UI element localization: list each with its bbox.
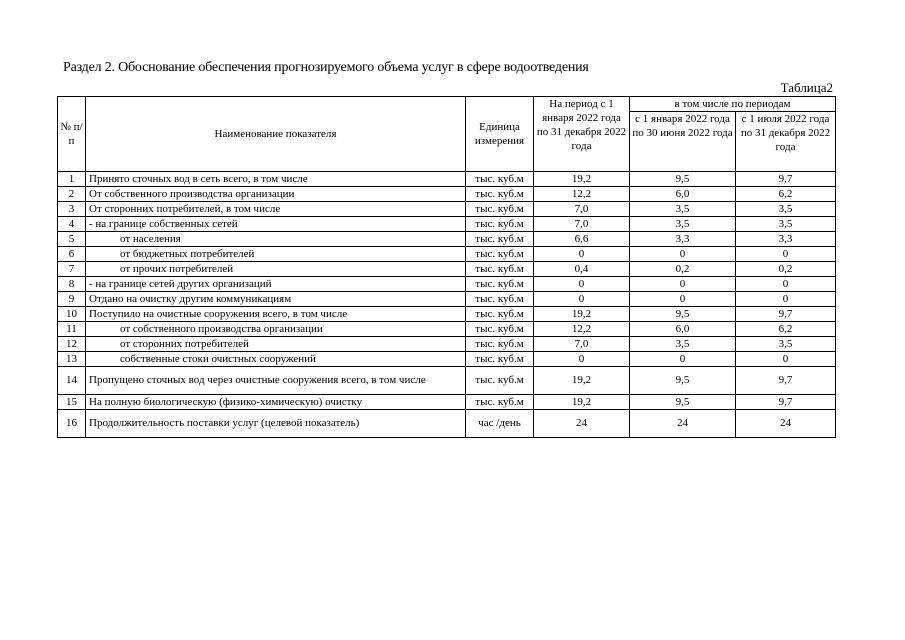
row-total: 6,6 xyxy=(534,232,630,247)
row-num: 1 xyxy=(58,172,86,187)
row-total: 12,2 xyxy=(534,187,630,202)
row-period-1: 0 xyxy=(630,352,736,367)
row-unit: тыс. куб.м xyxy=(466,232,534,247)
row-name: От собственного производства организации xyxy=(86,187,466,202)
table-label: Таблица2 xyxy=(780,80,833,95)
table-row xyxy=(58,172,836,187)
row-period-1: 6,0 xyxy=(630,187,736,202)
row-name: от сторонних потребителей xyxy=(86,337,466,352)
table-row xyxy=(58,232,836,247)
row-total: 19,2 xyxy=(534,307,630,322)
row-total: 12,2 xyxy=(534,322,630,337)
row-period-1: 0,2 xyxy=(630,262,736,277)
row-unit: тыс. куб.м xyxy=(466,292,534,307)
row-period-1: 3,5 xyxy=(630,202,736,217)
row-period-2: 3,5 xyxy=(736,202,836,217)
row-total: 24 xyxy=(534,410,630,438)
row-unit: тыс. куб.м xyxy=(466,247,534,262)
table-row xyxy=(58,337,836,352)
row-period-2: 0 xyxy=(736,247,836,262)
row-unit: тыс. куб.м xyxy=(466,217,534,232)
row-num: 14 xyxy=(58,367,86,395)
table-row xyxy=(58,410,836,438)
row-num: 4 xyxy=(58,217,86,232)
row-period-1: 0 xyxy=(630,292,736,307)
row-period-1: 0 xyxy=(630,277,736,292)
row-period-1: 6,0 xyxy=(630,322,736,337)
row-period-2: 24 xyxy=(736,410,836,438)
row-name: от бюджетных потребителей xyxy=(86,247,466,262)
row-period-2: 9,7 xyxy=(736,307,836,322)
row-name: от населения xyxy=(86,232,466,247)
row-unit: тыс. куб.м xyxy=(466,172,534,187)
table-row xyxy=(58,322,836,337)
row-num: 9 xyxy=(58,292,86,307)
row-num: 13 xyxy=(58,352,86,367)
row-period-2: 0,2 xyxy=(736,262,836,277)
row-total: 7,0 xyxy=(534,217,630,232)
row-unit: тыс. куб.м xyxy=(466,322,534,337)
row-period-2: 0 xyxy=(736,352,836,367)
row-unit: тыс. куб.м xyxy=(466,187,534,202)
row-period-1: 9,5 xyxy=(630,395,736,410)
table-row xyxy=(58,217,836,232)
row-total: 19,2 xyxy=(534,367,630,395)
row-total: 7,0 xyxy=(534,337,630,352)
header-period-2: с 1 июля 2022 года по 31 декабря 2022 года xyxy=(736,112,836,172)
row-total: 0 xyxy=(534,292,630,307)
row-period-2: 3,5 xyxy=(736,337,836,352)
table-row xyxy=(58,292,836,307)
header-period-group: в том числе по периодам xyxy=(630,97,836,112)
table-row xyxy=(58,395,836,410)
row-period-2: 0 xyxy=(736,292,836,307)
row-num: 11 xyxy=(58,322,86,337)
table-row xyxy=(58,367,836,395)
table-row xyxy=(58,247,836,262)
header-total-period: На период с 1 января 2022 года по 31 декабря 2022 года xyxy=(534,97,630,172)
table-row xyxy=(58,262,836,277)
row-period-2: 9,7 xyxy=(736,395,836,410)
table-row xyxy=(58,202,836,217)
header-num: № п/п xyxy=(58,97,86,172)
row-total: 0 xyxy=(534,352,630,367)
row-total: 0 xyxy=(534,247,630,262)
row-name: Отдано на очистку другим коммуникациям xyxy=(86,292,466,307)
row-name: от собственного производства организации xyxy=(86,322,466,337)
row-period-1: 9,5 xyxy=(630,367,736,395)
row-period-1: 3,5 xyxy=(630,337,736,352)
row-unit: час /день xyxy=(466,410,534,438)
row-period-2: 6,2 xyxy=(736,187,836,202)
row-total: 0,4 xyxy=(534,262,630,277)
row-num: 12 xyxy=(58,337,86,352)
table-row xyxy=(58,352,836,367)
row-unit: тыс. куб.м xyxy=(466,277,534,292)
row-total: 0 xyxy=(534,277,630,292)
row-unit: тыс. куб.м xyxy=(466,307,534,322)
row-num: 7 xyxy=(58,262,86,277)
row-total: 19,2 xyxy=(534,395,630,410)
row-period-1: 9,5 xyxy=(630,307,736,322)
row-total: 19,2 xyxy=(534,172,630,187)
row-num: 16 xyxy=(58,410,86,438)
row-name: На полную биологическую (физико-химическую) очистку xyxy=(86,395,466,410)
row-name: собственные стоки очистных сооружений xyxy=(86,352,466,367)
row-period-2: 9,7 xyxy=(736,172,836,187)
row-unit: тыс. куб.м xyxy=(466,202,534,217)
row-unit: тыс. куб.м xyxy=(466,395,534,410)
row-name: - на границе собственных сетей xyxy=(86,217,466,232)
row-period-2: 0 xyxy=(736,277,836,292)
row-num: 15 xyxy=(58,395,86,410)
row-unit: тыс. куб.м xyxy=(466,337,534,352)
row-name: Поступило на очистные сооружения всего, в том числе xyxy=(86,307,466,322)
table-row xyxy=(58,307,836,322)
header-unit: Единица измерения xyxy=(466,97,534,172)
header-period-1: с 1 января 2022 года по 30 июня 2022 года xyxy=(630,112,736,172)
row-period-1: 9,5 xyxy=(630,172,736,187)
row-name: - на границе сетей других организаций xyxy=(86,277,466,292)
row-name: От сторонних потребителей, в том числе xyxy=(86,202,466,217)
row-total: 7,0 xyxy=(534,202,630,217)
row-period-2: 9,7 xyxy=(736,367,836,395)
row-name: Продолжительность поставки услуг (целевой показатель) xyxy=(86,410,466,438)
row-unit: тыс. куб.м xyxy=(466,367,534,395)
row-num: 2 xyxy=(58,187,86,202)
section-title: Раздел 2. Обоснование обеспечения прогнозируемого объема услуг в сфере водоотведения xyxy=(63,60,589,75)
row-num: 3 xyxy=(58,202,86,217)
row-name: Принято сточных вод в сеть всего, в том числе xyxy=(86,172,466,187)
row-unit: тыс. куб.м xyxy=(466,352,534,367)
header-name: Наименование показателя xyxy=(86,97,466,172)
row-name: от прочих потребителей xyxy=(86,262,466,277)
row-num: 10 xyxy=(58,307,86,322)
row-name: Пропущено сточных вод через очистные сооружения всего, в том числе xyxy=(86,367,466,395)
row-period-2: 3,5 xyxy=(736,217,836,232)
row-period-1: 0 xyxy=(630,247,736,262)
row-period-2: 6,2 xyxy=(736,322,836,337)
table-row xyxy=(58,277,836,292)
row-unit: тыс. куб.м xyxy=(466,262,534,277)
row-period-1: 3,3 xyxy=(630,232,736,247)
row-num: 6 xyxy=(58,247,86,262)
row-period-1: 24 xyxy=(630,410,736,438)
table-row xyxy=(58,187,836,202)
row-period-1: 3,5 xyxy=(630,217,736,232)
row-period-2: 3,3 xyxy=(736,232,836,247)
indicators-table xyxy=(57,96,836,438)
row-num: 5 xyxy=(58,232,86,247)
row-num: 8 xyxy=(58,277,86,292)
